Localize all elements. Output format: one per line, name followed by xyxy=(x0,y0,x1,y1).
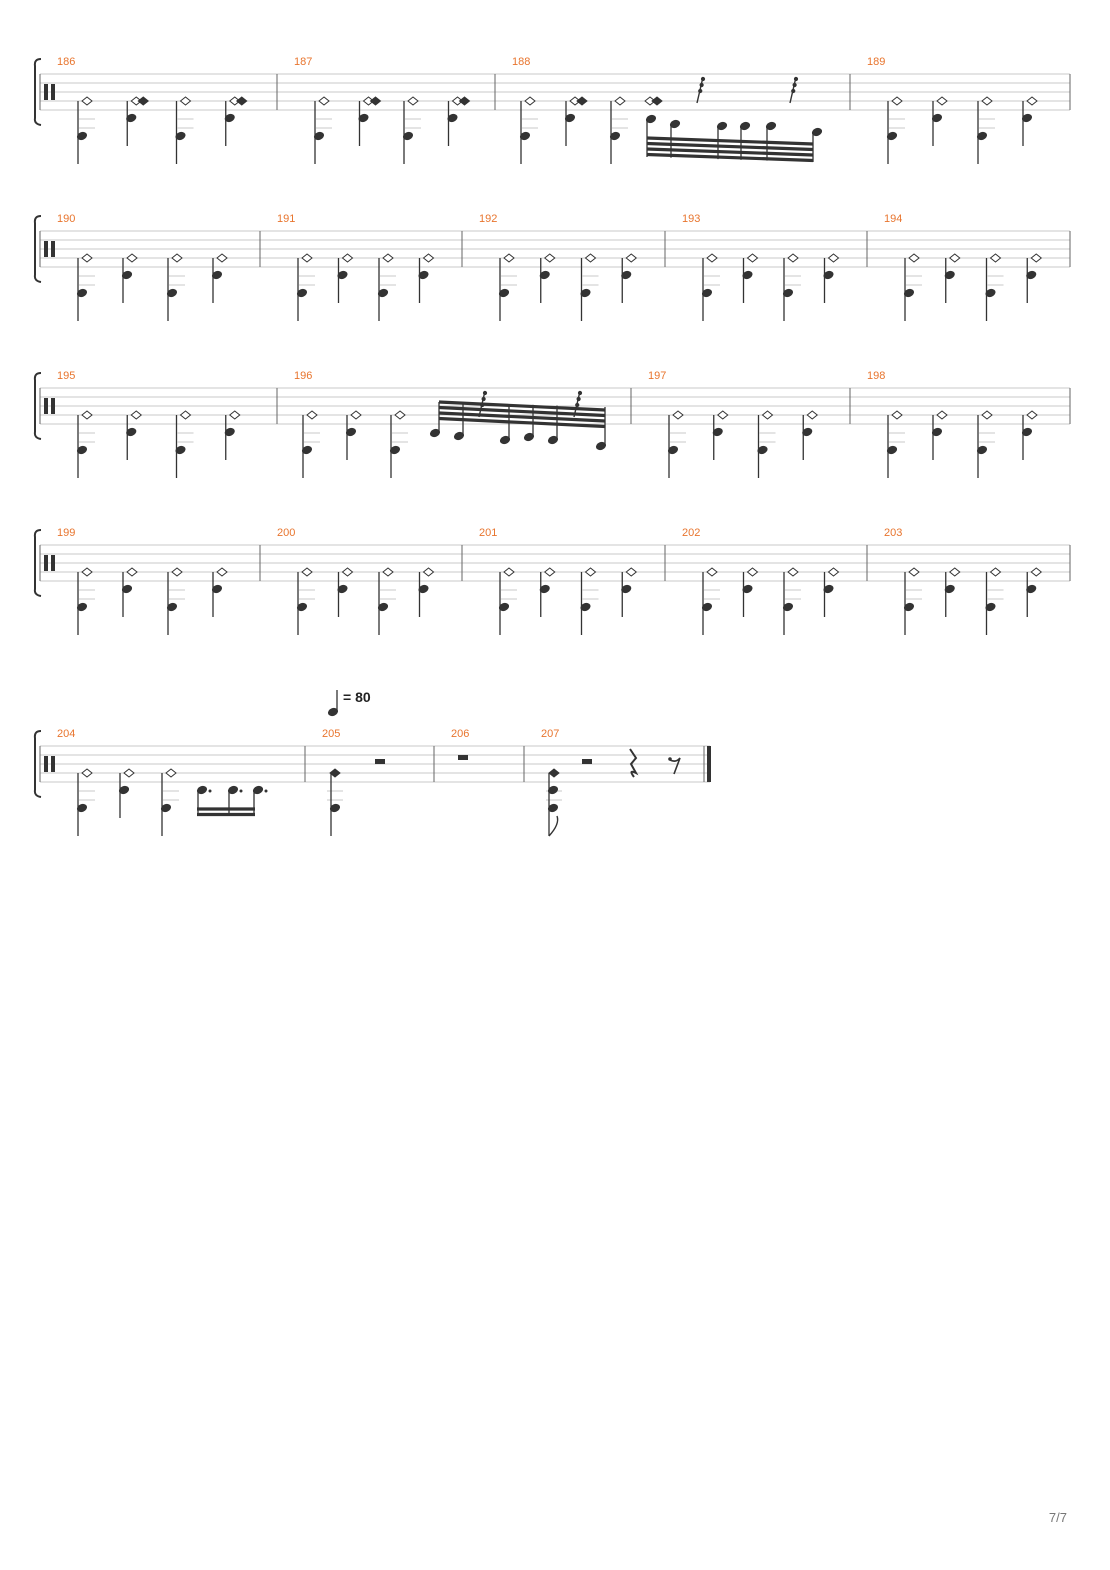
thirtysecond-rest xyxy=(697,77,705,103)
hihat-note xyxy=(950,568,960,576)
staff-system xyxy=(35,527,1070,635)
quarter-rest xyxy=(630,749,636,777)
hihat-note xyxy=(181,97,191,105)
staff-system xyxy=(35,370,1070,478)
rest-dot xyxy=(480,403,484,407)
rest-dot xyxy=(794,77,798,81)
hihat-note xyxy=(788,254,798,262)
thirtysecond-rest xyxy=(790,77,798,103)
hihat-note xyxy=(319,97,329,105)
hihat-note xyxy=(748,254,758,262)
hihat-open-note xyxy=(549,769,559,777)
hihat-note xyxy=(748,568,758,576)
hihat-open-note xyxy=(652,97,662,105)
rest-dot xyxy=(482,397,486,401)
hihat-note xyxy=(230,411,240,419)
rest-dot xyxy=(577,397,581,401)
hihat-note xyxy=(127,254,137,262)
staff-system xyxy=(35,213,1070,321)
hihat-note xyxy=(82,254,92,262)
measure-number: 187 xyxy=(294,56,313,68)
percussion-clef xyxy=(51,398,55,414)
hihat-note xyxy=(395,411,405,419)
hihat-note xyxy=(763,411,773,419)
hihat-note xyxy=(131,411,141,419)
hihat-note xyxy=(615,97,625,105)
measure-number: 194 xyxy=(884,213,903,225)
hihat-note xyxy=(302,254,312,262)
hihat-note xyxy=(82,769,92,777)
hihat-note xyxy=(807,411,817,419)
hihat-note xyxy=(307,411,317,419)
measure-number: 188 xyxy=(512,56,531,68)
page-number: 7/7 xyxy=(1048,1510,1067,1525)
hihat-note xyxy=(181,411,191,419)
dot xyxy=(240,790,243,793)
hihat-note xyxy=(707,254,717,262)
hihat-note xyxy=(1031,568,1041,576)
hihat-note xyxy=(545,568,555,576)
measure-number: 199 xyxy=(57,527,76,539)
percussion-clef xyxy=(44,241,48,257)
measure-number: 195 xyxy=(57,370,76,382)
percussion-clef xyxy=(44,84,48,100)
hihat-note xyxy=(991,568,1001,576)
hihat-note xyxy=(302,568,312,576)
percussion-clef xyxy=(51,241,55,257)
measure-number: 196 xyxy=(294,370,313,382)
hihat-note xyxy=(82,568,92,576)
percussion-clef xyxy=(51,84,55,100)
hihat-note xyxy=(343,254,353,262)
percussion-clef xyxy=(44,398,48,414)
measure-number: 190 xyxy=(57,213,76,225)
hihat-note xyxy=(909,568,919,576)
measure-number: 205 xyxy=(322,728,341,740)
measure-number: 202 xyxy=(682,527,701,539)
hihat-note xyxy=(892,97,902,105)
hihat-note xyxy=(982,97,992,105)
hihat-note xyxy=(586,568,596,576)
hihat-note xyxy=(788,568,798,576)
hihat-open-note xyxy=(138,97,148,105)
eighth-rest-dot xyxy=(668,757,672,761)
hihat-note xyxy=(545,254,555,262)
hihat-note xyxy=(166,769,176,777)
hihat-note xyxy=(937,411,947,419)
tempo-marking xyxy=(327,689,371,718)
hihat-note xyxy=(991,254,1001,262)
rest-dot xyxy=(793,83,797,87)
rest-dot xyxy=(791,89,795,93)
hihat-note xyxy=(424,568,434,576)
hihat-note xyxy=(937,97,947,105)
hihat-note xyxy=(626,568,636,576)
hihat-note xyxy=(829,568,839,576)
percussion-clef xyxy=(51,756,55,772)
rest-dot xyxy=(483,391,487,395)
measure-number: 200 xyxy=(277,527,296,539)
dot xyxy=(209,790,212,793)
hihat-open-note xyxy=(460,97,470,105)
hihat-note xyxy=(424,254,434,262)
hihat-note xyxy=(909,254,919,262)
hihat-note xyxy=(124,769,134,777)
hihat-note xyxy=(586,254,596,262)
hihat-note xyxy=(217,568,227,576)
hihat-note xyxy=(172,254,182,262)
hihat-note xyxy=(525,97,535,105)
measure-number: 192 xyxy=(479,213,498,225)
dot xyxy=(265,790,268,793)
staff-system xyxy=(35,728,711,836)
hihat-note xyxy=(892,411,902,419)
hihat-note xyxy=(1031,254,1041,262)
rest-dot xyxy=(575,403,579,407)
measure-number: 203 xyxy=(884,527,903,539)
hihat-note xyxy=(408,97,418,105)
hihat-note xyxy=(707,568,717,576)
hihat-note xyxy=(718,411,728,419)
half-rest xyxy=(582,759,592,764)
measure-number: 198 xyxy=(867,370,886,382)
measure-number: 189 xyxy=(867,56,886,68)
measure-number: 191 xyxy=(277,213,296,225)
measure-number: 193 xyxy=(682,213,701,225)
measure-number: 204 xyxy=(57,728,76,740)
hihat-note xyxy=(829,254,839,262)
tempo-text: = 80 xyxy=(343,689,371,705)
hihat-note xyxy=(673,411,683,419)
hihat-note xyxy=(1027,97,1037,105)
rest-dot xyxy=(700,83,704,87)
hihat-note xyxy=(504,568,514,576)
final-barline xyxy=(707,746,711,782)
hihat-note xyxy=(343,568,353,576)
hihat-note xyxy=(383,568,393,576)
hihat-note xyxy=(626,254,636,262)
half-rest xyxy=(375,759,385,764)
hihat-open-note xyxy=(371,97,381,105)
eighth-rest xyxy=(670,758,680,774)
hihat-open-note xyxy=(577,97,587,105)
percussion-clef xyxy=(51,555,55,571)
hihat-note xyxy=(982,411,992,419)
hihat-note xyxy=(82,411,92,419)
hihat-note xyxy=(82,97,92,105)
rest-dot xyxy=(698,89,702,93)
hihat-note xyxy=(217,254,227,262)
measure-number: 186 xyxy=(57,56,76,68)
hihat-note xyxy=(127,568,137,576)
hihat-note xyxy=(504,254,514,262)
hihat-note xyxy=(351,411,361,419)
staff-system xyxy=(35,56,1070,164)
percussion-clef xyxy=(44,756,48,772)
measure-number: 206 xyxy=(451,728,470,740)
rest-dot xyxy=(701,77,705,81)
hihat-note xyxy=(383,254,393,262)
measure-number: 201 xyxy=(479,527,498,539)
hihat-note xyxy=(1027,411,1037,419)
whole-rest xyxy=(458,755,468,760)
rest-dot xyxy=(578,391,582,395)
measure-number: 197 xyxy=(648,370,667,382)
hihat-open-note xyxy=(237,97,247,105)
eighth-flag xyxy=(549,816,558,836)
percussion-clef xyxy=(44,555,48,571)
hihat-note xyxy=(172,568,182,576)
measure-number: 207 xyxy=(541,728,560,740)
hihat-note xyxy=(950,254,960,262)
